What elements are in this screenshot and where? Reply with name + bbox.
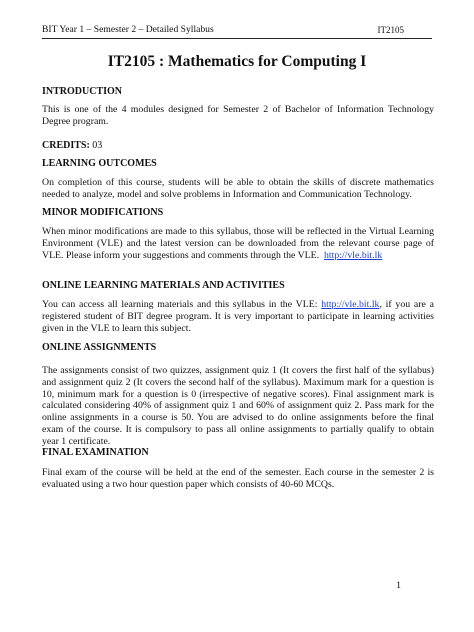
- learning-outcomes-line: On completion of this course, students will be able to obtain the skills of discrete mathematics: [42, 177, 434, 188]
- page-header: [42, 24, 432, 39]
- minor-modifications-line: When minor modifications are made to this syllabus, those will be reflected in the Virtual Learning: [42, 226, 434, 237]
- online-assignments-line: and assignment quiz 2 (It covers the second half of the syllabus). Maximum mark for a question is: [42, 376, 434, 388]
- introduction-paragraph: [42, 104, 434, 128]
- header-left-text: BIT Year 1 – Semester 2 – Detailed Syllabus: [42, 24, 214, 35]
- learning-outcomes-heading: LEARNING OUTCOMES: [42, 158, 157, 169]
- credits-label: CREDITS:: [42, 140, 90, 151]
- final-examination-line: evaluated using a two hour question paper which consists of 40-60 MCQs.: [42, 478, 335, 490]
- online-materials-heading: ONLINE LEARNING MATERIALS AND ACTIVITIES: [42, 280, 285, 291]
- online-materials-line: registered student of BIT degree program. It is very important to participate in learning activities: [42, 310, 434, 322]
- credits-value: 03: [92, 140, 103, 151]
- document-title: IT2105 : Mathematics for Computing I: [107, 53, 367, 70]
- final-examination-line: Final exam of the course will be held at the end of the semester. Each course in the semester 2 is: [42, 467, 434, 478]
- introduction-heading: INTRODUCTION: [42, 86, 123, 97]
- online-assignments-line: calculated considering 40% of assignment quiz 1 and 60% of assignment quiz 2. Pass mark for the: [42, 400, 434, 412]
- online-materials-line: [42, 299, 434, 311]
- online-assignments-line: The assignments consist of two quizzes, assignment quiz 1 (It covers the first half of the syllabus): [42, 365, 434, 376]
- introduction-line: Degree program.: [42, 115, 109, 127]
- online-assignments-line: 10, minimum mark for a question is 0 (irrespective of negative scores). Final assignment mark is: [42, 388, 434, 400]
- header-course-code: IT2105: [377, 25, 404, 35]
- online-assignments-heading: ONLINE ASSIGNMENTS: [42, 342, 157, 353]
- online-materials-paragraph: [42, 299, 434, 334]
- minor-modifications-heading: MINOR MODIFICATIONS: [42, 207, 164, 218]
- minor-modifications-line: [42, 250, 434, 262]
- minor-modifications-line-text: VLE. Please inform your suggestions and comments through the VLE.: [42, 249, 320, 261]
- page-number: 1: [396, 580, 401, 591]
- credits-row: [42, 140, 102, 151]
- online-materials-line: given in the VLE to learn this subject.: [42, 322, 191, 334]
- online-materials-line-text: You can access all learning materials and this syllabus in the VLE:: [42, 299, 318, 310]
- learning-outcomes-line: needed to analyze, model and solve problems in Information and Communication Technology.: [42, 188, 412, 200]
- online-assignments-line: exam of the course. It is compulsory to pass all online assignments to partially qualify to obtain: [42, 423, 434, 435]
- vle-link[interactable]: http://vle.bit.lk: [321, 299, 380, 310]
- online-materials-line-text: , if you are a: [379, 299, 434, 310]
- minor-modifications-paragraph: [42, 226, 434, 261]
- vle-link[interactable]: http://vle.bit.lk: [324, 249, 383, 261]
- minor-modifications-line: Environment (VLE) and the latest version can be downloaded from the relevant course page of: [42, 237, 434, 249]
- online-assignments-line: online assignments in a course is 50. You are advised to do online assignments before the final: [42, 412, 434, 424]
- online-assignments-line: year 1 certificate.: [42, 435, 111, 447]
- learning-outcomes-paragraph: [42, 177, 434, 201]
- final-examination-heading: FINAL EXAMINATION: [42, 447, 149, 458]
- online-assignments-paragraph: [42, 365, 434, 448]
- final-examination-paragraph: [42, 467, 434, 491]
- introduction-line: This is one of the 4 modules designed for Semester 2 of Bachelor of Information Technology: [42, 104, 434, 115]
